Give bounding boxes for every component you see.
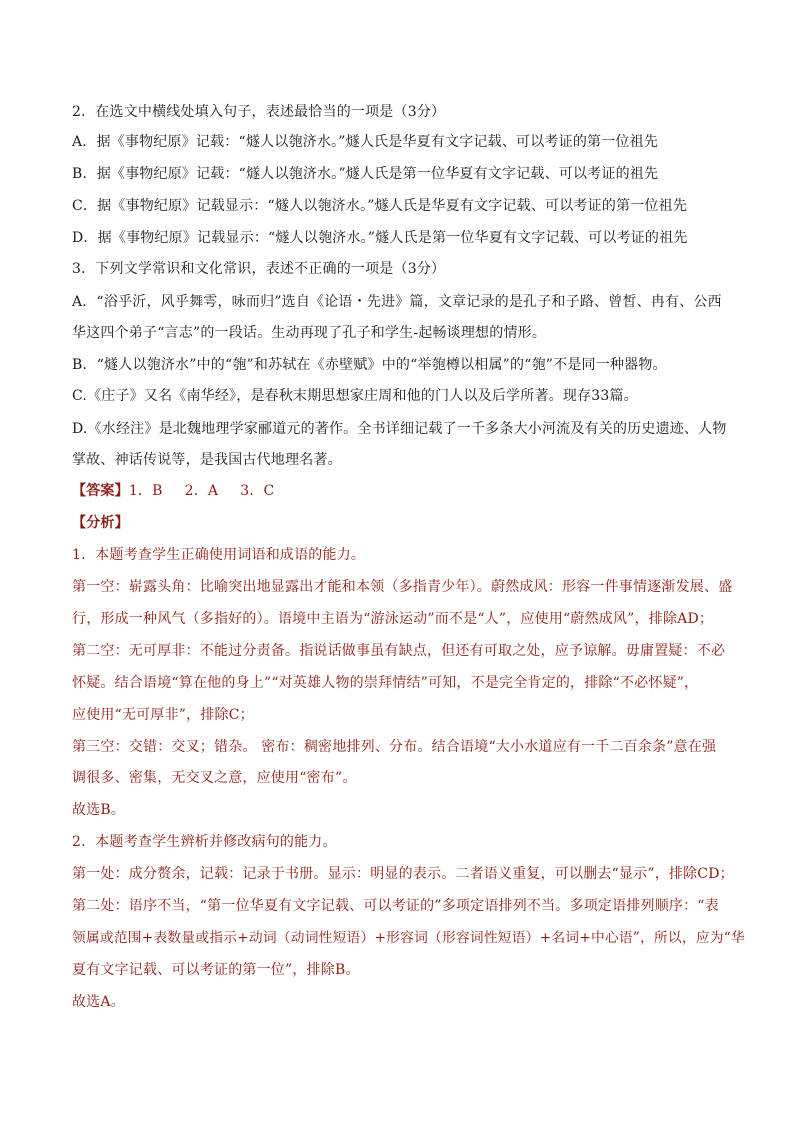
question-3-option-c: C.《庄子》又名《南华经》，是春秋末期思想家庄周和他的门人以及后学所著。现存33篇。 bbox=[72, 388, 638, 404]
question-2-option-a: A．据《事物纪原》记载：“燧人以匏济水。”燧人氏是华夏有文字记载、可以考证的第一位祖先 bbox=[72, 134, 659, 150]
analysis-2-conclusion: 故选A。 bbox=[72, 994, 125, 1010]
analysis-2-intro: 2．本题考查学生辨析并修改病句的能力。 bbox=[72, 834, 337, 850]
analysis-2-line-4: 夏有文字记载、可以考证的第一位”，排除B。 bbox=[72, 962, 360, 978]
analysis-1-line-7: 调很多、密集，无交叉之意，应使用“密布”。 bbox=[72, 770, 357, 786]
analysis-1-line-2: 行，形成一种风气（多指好的）。语境中主语为“游泳运动”而不是“人”，应使用“蔚然成风”，排除AD； bbox=[72, 611, 714, 627]
analysis-1-line-6: 第三空：交错：交叉；错杂。 密布：稠密地排列、分布。结合语境“大小水道应有一千二百余条”意在强 bbox=[72, 739, 717, 755]
analysis-2-line-2: 第二处：语序不当，“第一位华夏有文字记载、可以考证的”多项定语排列不当。多项定语排列顺序：“表 bbox=[72, 898, 719, 914]
answer-item-3: 3．C bbox=[240, 483, 275, 499]
question-2-stem: 2．在选文中横线处填入句子，表述最恰当的一项是（3分） bbox=[72, 104, 446, 120]
analysis-1-intro: 1．本题考查学生正确使用词语和成语的能力。 bbox=[72, 547, 366, 563]
question-3-stem: 3．下列文学常识和文化常识，表述不正确的一项是（3分） bbox=[72, 261, 446, 277]
analysis-label: 【分析】 bbox=[72, 515, 129, 531]
analysis-1-line-1: 第一空：崭露头角：比喻突出地显露出才能和本领（多指青少年）。蔚然成风：形容一件事情逐渐发展、盛 bbox=[72, 579, 733, 595]
question-3-option-a-line-1: A．“浴乎沂，风乎舞雩，咏而归”选自《论语・先进》篇，文章记录的是孔子和子路、曾皙、冉有、公西 bbox=[72, 294, 722, 310]
question-2-option-c: C．据《事物纪原》记载显示：“燧人以匏济水。”燧人氏是华夏有文字记载、可以考证的第一位祖先 bbox=[72, 198, 688, 214]
analysis-1-line-5: 应使用“无可厚非”，排除C； bbox=[72, 707, 254, 723]
question-3-option-b: B．“燧人以匏济水”中的“匏”和苏轼在《赤壁赋》中的“举匏樽以相属”的“匏”不是同一种器物。 bbox=[72, 357, 667, 373]
analysis-2-line-3: 领属或范围+表数量或指示+动词（动词性短语）+形容词（形容词性短语）+名词+中心语”，所以，应为“华 bbox=[72, 930, 745, 946]
question-3-option-d-line-2: 掌故、神话传说等，是我国古代地理名著。 bbox=[72, 452, 342, 468]
analysis-1-line-3: 第二空：无可厚非：不能过分责备。指说话做事虽有缺点，但还有可取之处，应予谅解。毋庸置疑：不必 bbox=[72, 643, 726, 659]
analysis-1-line-4: 怀疑。结合语境“算在他的身上”“对英雄人物的崇拜情结”可知，不是完全肯定的，排除“不必怀疑”， bbox=[72, 675, 699, 691]
analysis-1-conclusion: 故选B。 bbox=[72, 802, 126, 818]
answer-line bbox=[72, 480, 274, 502]
analysis-2-line-1: 第一处：成分赘余，记载：记录于书册。显示：明显的表示。二者语义重复，可以删去“显示”，排除CD； bbox=[72, 866, 734, 882]
question-2-option-b: B．据《事物纪原》记载：“燧人以匏济水。”燧人氏是第一位华夏有文字记载、可以考证的祖先 bbox=[72, 166, 659, 182]
question-3-option-a-line-2: 华这四个弟子“言志”的一段话。生动再现了孔子和学生-起畅谈理想的情形。 bbox=[72, 325, 547, 341]
answer-label: 【答案】 bbox=[72, 483, 129, 499]
question-2-option-d: D．据《事物纪原》记载显示：“燧人以匏济水。”燧人氏是第一位华夏有文字记载、可以考证的祖先 bbox=[72, 230, 688, 246]
question-3-option-d-line-1: D.《水经注》是北魏地理学家郦道元的著作。全书详细记载了一千多条大小河流及有关的历史遗迹、人物 bbox=[72, 421, 727, 437]
answer-item-1: 1．B bbox=[128, 483, 163, 499]
answer-item-2: 2．A bbox=[184, 483, 219, 499]
